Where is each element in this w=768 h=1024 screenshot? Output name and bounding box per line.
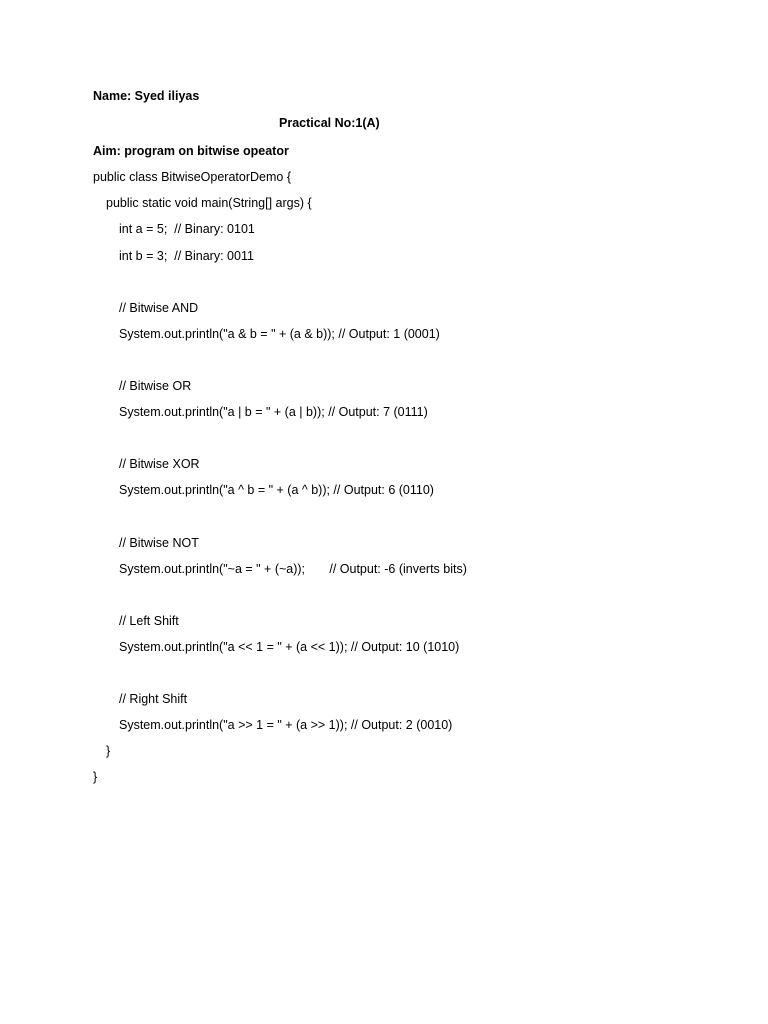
code-and-comment: // Bitwise AND <box>119 301 199 315</box>
code-rshift-statement: System.out.println("a >> 1 = " + (a >> 1)); // Output: 2 (0010) <box>119 718 453 732</box>
code-lshift-comment: // Left Shift <box>119 614 179 628</box>
code-rshift-comment: // Right Shift <box>119 692 188 706</box>
class-declaration: public class BitwiseOperatorDemo { <box>93 170 291 184</box>
code-not-statement: System.out.println("~a = " + (~a)); // Output: -6 (inverts bits) <box>119 562 467 576</box>
code-or-comment: // Bitwise OR <box>119 379 192 393</box>
student-name: Name: Syed iliyas <box>93 89 200 103</box>
main-declaration: public static void main(String[] args) { <box>106 196 312 210</box>
code-not-comment: // Bitwise NOT <box>119 536 199 550</box>
code-lshift-statement: System.out.println("a << 1 = " + (a << 1)); // Output: 10 (1010) <box>119 640 460 654</box>
code-or-statement: System.out.println("a | b = " + (a | b)); // Output: 7 (0111) <box>119 405 428 419</box>
aim-line: Aim: program on bitwise opeator <box>93 144 289 158</box>
code-var-a: int a = 5; // Binary: 0101 <box>119 222 255 236</box>
main-closing-brace: } <box>106 744 111 758</box>
code-var-b: int b = 3; // Binary: 0011 <box>119 249 254 263</box>
class-closing-brace: } <box>93 770 98 784</box>
code-xor-comment: // Bitwise XOR <box>119 457 200 471</box>
code-xor-statement: System.out.println("a ^ b = " + (a ^ b)); // Output: 6 (0110) <box>119 483 434 497</box>
code-and-statement: System.out.println("a & b = " + (a & b)); // Output: 1 (0001) <box>119 327 440 341</box>
practical-number: Practical No:1(A) <box>279 116 380 130</box>
